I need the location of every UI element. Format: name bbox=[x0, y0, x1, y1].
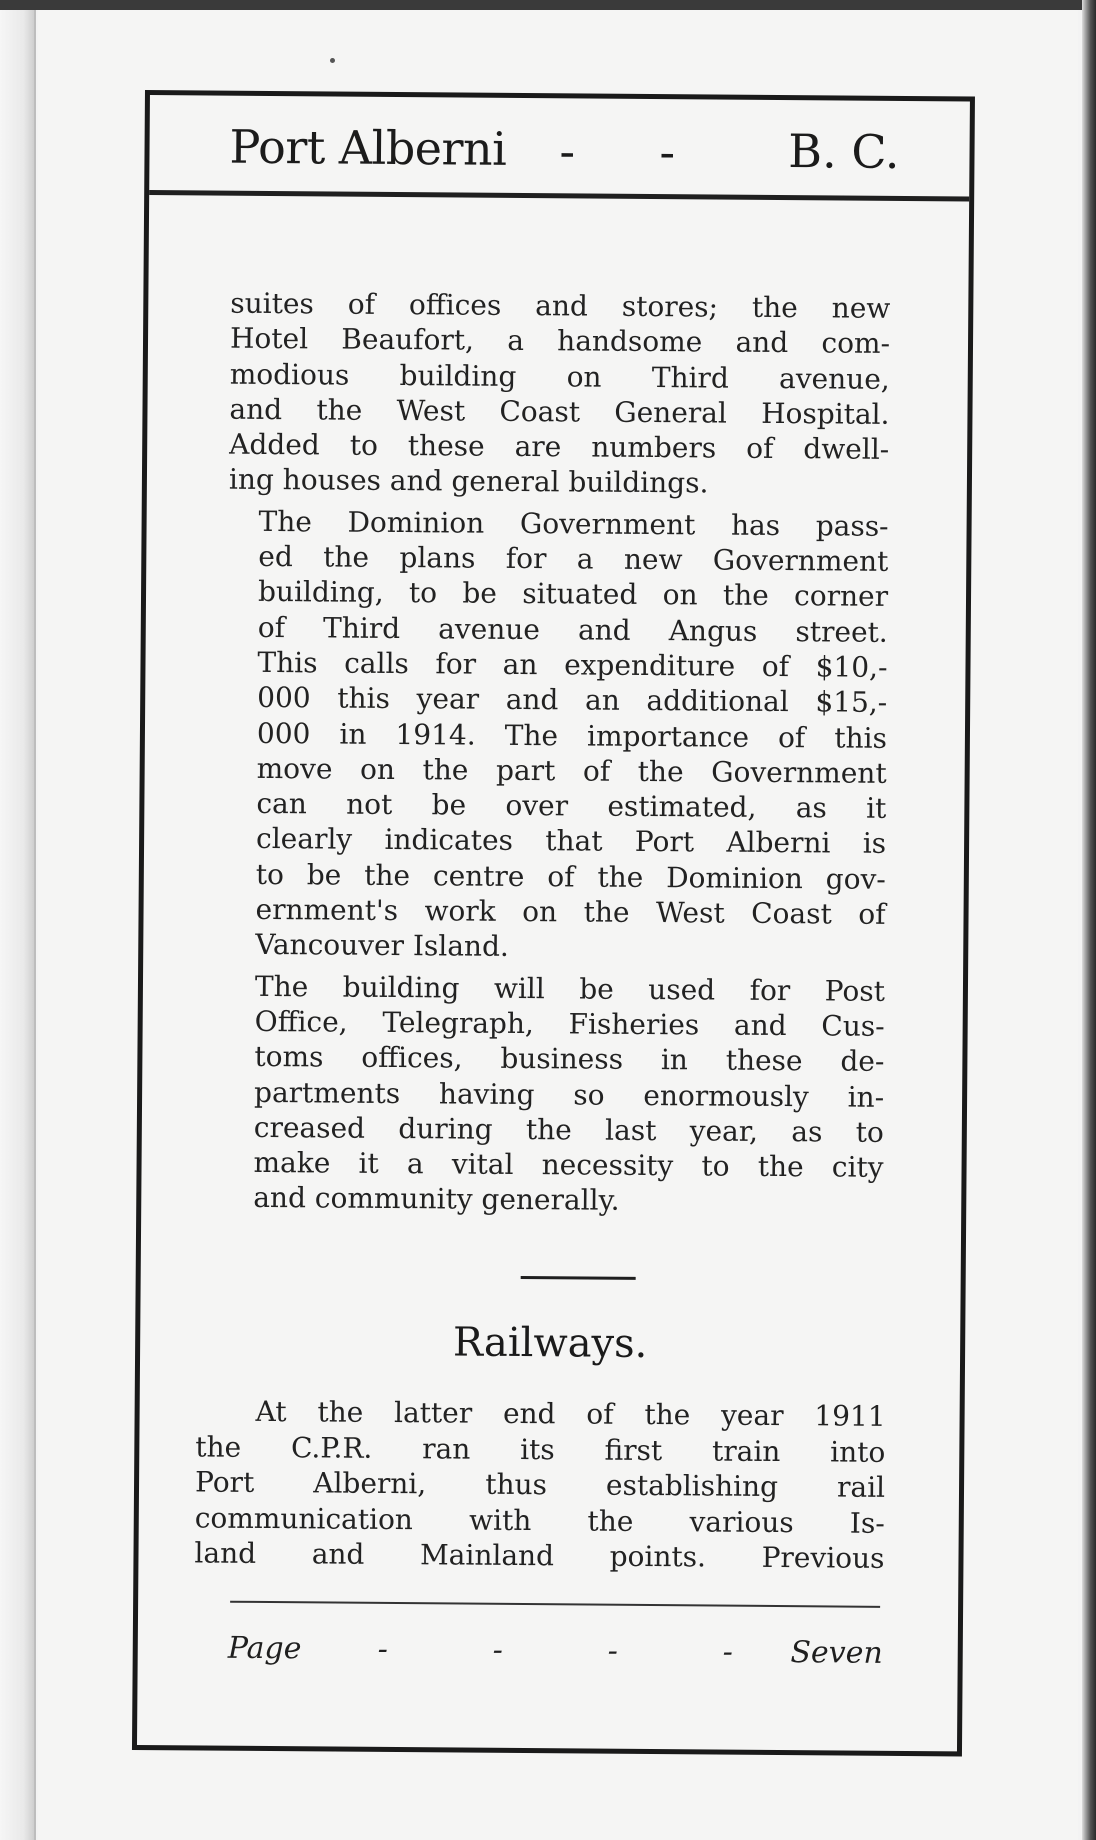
text-line: Port Alberni, thus establishing rail bbox=[194, 1465, 886, 1504]
text-line: land and Mainland points. Previous bbox=[194, 1536, 885, 1575]
header-province: B. C. bbox=[788, 124, 900, 179]
text-line: 000 this year and an additional $15,- bbox=[257, 681, 888, 720]
text-line: communication with the various Is- bbox=[194, 1500, 885, 1540]
page-border bbox=[132, 90, 975, 1756]
text-line: 000 in 1914. The importance of this bbox=[256, 716, 888, 755]
text-line: Added to these are numbers of dwell- bbox=[229, 427, 890, 467]
text-line: ing houses and general buildings. bbox=[228, 463, 709, 500]
running-header bbox=[149, 95, 970, 201]
header-town: Port Alberni bbox=[229, 119, 507, 176]
text-line: At the latter end of the year 1911 bbox=[255, 1394, 886, 1433]
text-line: make it a vital necessity to the city bbox=[253, 1146, 884, 1184]
text-line: to be the centre of the Dominion gov- bbox=[255, 857, 886, 896]
section-divider bbox=[521, 1276, 636, 1280]
scan-right-edge bbox=[1082, 0, 1096, 1840]
header-dash: - bbox=[559, 124, 576, 179]
text-line: ed the plans for a new Government bbox=[258, 539, 889, 578]
paragraph-offices bbox=[229, 286, 891, 503]
text-line: modious building on Third avenue, bbox=[229, 357, 890, 396]
footer-page-label: Page bbox=[227, 1630, 302, 1667]
text-line: ernment's work on the West Coast of bbox=[255, 892, 886, 931]
text-line: The building will be used for Post bbox=[254, 969, 886, 1008]
text-line: building, to be situated on the corner bbox=[257, 575, 889, 614]
text-line: suites of offices and stores; the new bbox=[230, 286, 891, 325]
text-line: Office, Telegraph, Fisheries and Cus- bbox=[254, 1004, 885, 1043]
footer-dash: - bbox=[607, 1633, 619, 1669]
text-line: and the West Coast General Hospital. bbox=[229, 392, 890, 431]
paragraph-railways bbox=[194, 1394, 886, 1577]
footer-dash: - bbox=[722, 1634, 734, 1670]
text-line: The Dominion Government has pass- bbox=[258, 504, 889, 543]
text-line: move on the part of the Government bbox=[256, 751, 887, 790]
footer-dash: - bbox=[492, 1632, 504, 1668]
text-line: can not be over estimated, as it bbox=[256, 787, 887, 826]
binding-gutter bbox=[0, 0, 36, 1840]
section-heading-railways: Railways. bbox=[452, 1319, 648, 1367]
text-line: the C.P.R. ran its first train into bbox=[195, 1429, 886, 1469]
ink-speck bbox=[330, 58, 335, 63]
paragraph-government bbox=[225, 503, 889, 967]
text-line: toms offices, business in these de- bbox=[254, 1040, 885, 1079]
footer-rule bbox=[230, 1601, 880, 1608]
footer-dash: - bbox=[377, 1631, 389, 1667]
text-line: partments having so enormously in- bbox=[254, 1075, 885, 1114]
booklet-page bbox=[38, 10, 1078, 1840]
text-line: clearly indicates that Port Alberni is bbox=[255, 822, 887, 861]
text-line: of Third avenue and Angus street. bbox=[257, 610, 888, 649]
page-footer bbox=[227, 1630, 883, 1671]
header-dash: - bbox=[659, 125, 676, 180]
text-line: Hotel Beaufort, a handsome and com- bbox=[229, 321, 891, 361]
scan-top-edge bbox=[0, 0, 1096, 10]
paragraph-building-use bbox=[223, 968, 885, 1220]
text-line: creased during the last year, as to bbox=[253, 1110, 884, 1149]
footer-page-number: Seven bbox=[790, 1635, 883, 1671]
railways-paragraph bbox=[194, 1394, 886, 1577]
article-body bbox=[223, 286, 890, 1227]
text-line: This calls for an expenditure of $10,- bbox=[257, 645, 888, 684]
text-line: Vancouver Island. bbox=[255, 928, 509, 964]
text-line: and community generally. bbox=[253, 1181, 620, 1218]
